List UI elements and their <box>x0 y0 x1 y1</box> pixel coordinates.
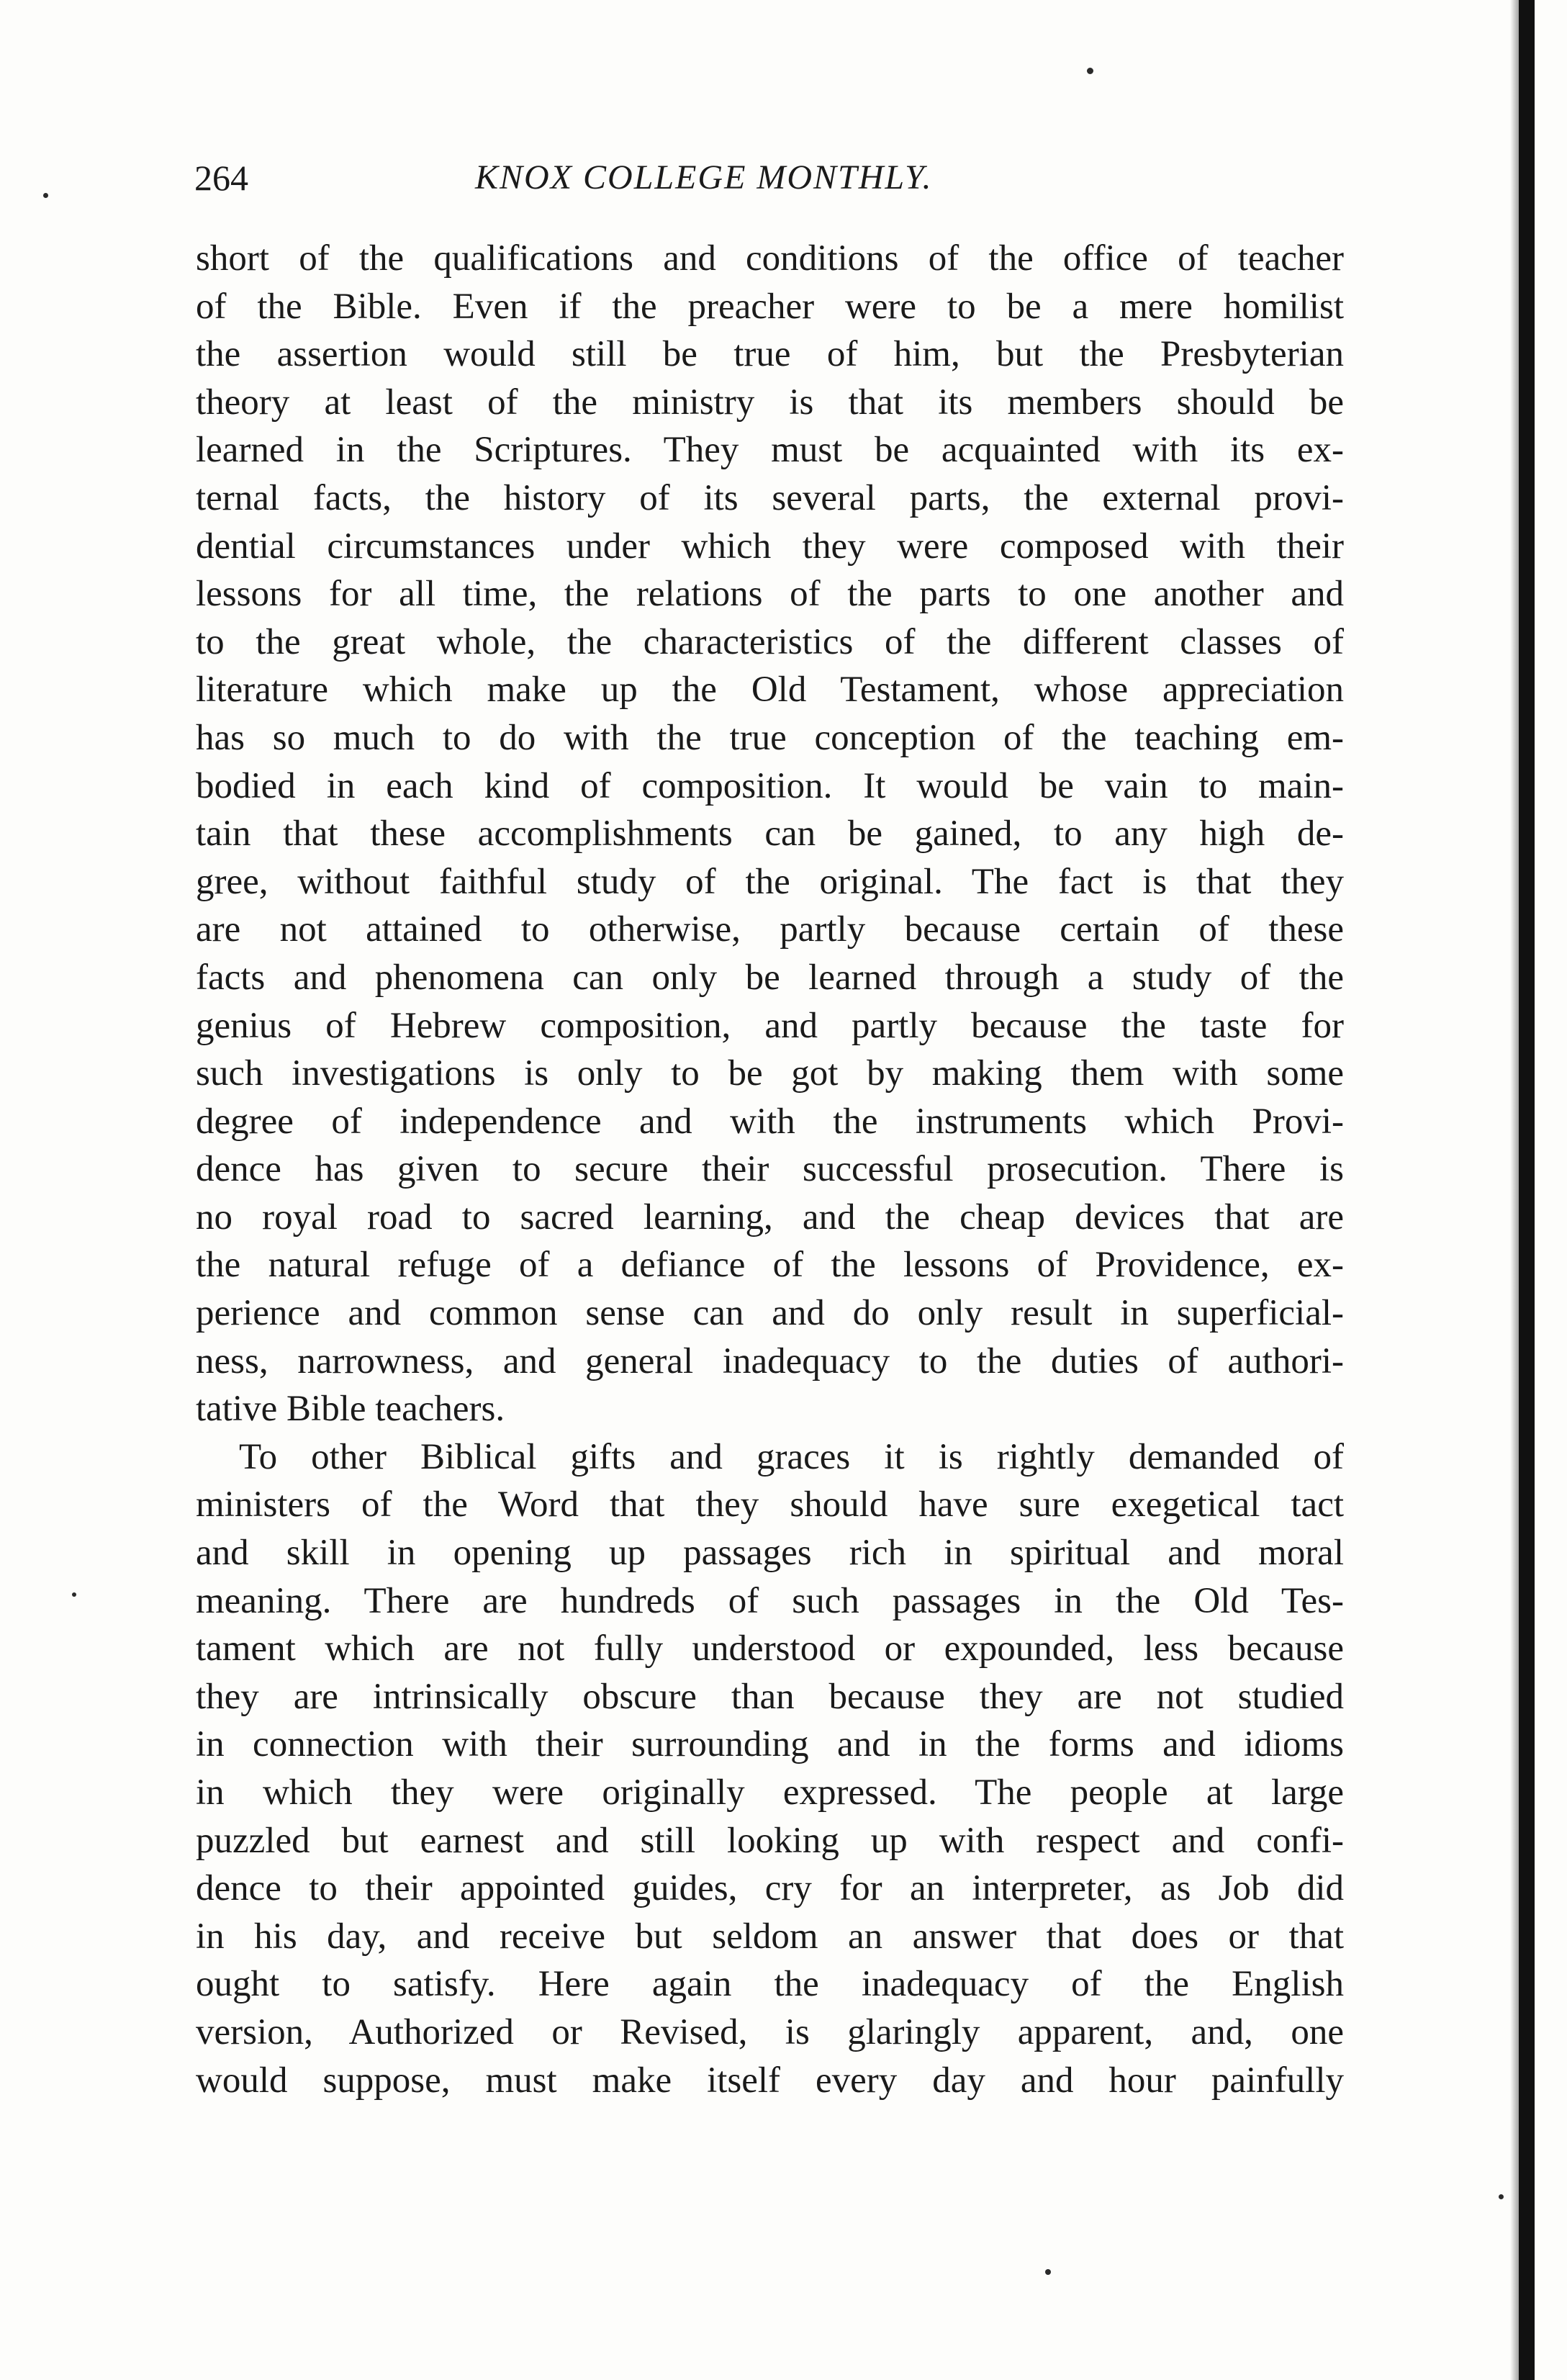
scan-speck <box>1499 2194 1504 2199</box>
text-line: bodied in each kind of composition. It would be vain to main- <box>196 765 1344 806</box>
text-line: tative Bible teachers. <box>196 1389 505 1430</box>
text-line: the natural refuge of a defiance of the lessons of Providence, ex- <box>196 1245 1344 1286</box>
text-line: they are intrinsically obscure than because they are not studied <box>196 1676 1344 1717</box>
text-line: dential circumstances under which they were composed with their <box>196 526 1344 567</box>
text-line: dence to their appointed guides, cry for an interpreter, as Job did <box>196 1868 1344 1909</box>
text-line: are not attained to otherwise, partly because certain of these <box>196 909 1344 950</box>
text-line: literature which make up the Old Testament, whose appreciation <box>196 670 1344 711</box>
paragraph-2 <box>196 1433 1344 2104</box>
text-line: and skill in opening up passages rich in spiritual and moral <box>196 1533 1344 1574</box>
scan-speck <box>72 1592 76 1597</box>
text-line: gree, without faithful study of the original. The fact is that they <box>196 861 1344 902</box>
page-header <box>194 153 1346 203</box>
text-line: learned in the Scriptures. They must be acquainted with its ex- <box>196 430 1344 471</box>
text-line: ternal facts, the history of its several parts, the external provi- <box>196 477 1344 518</box>
text-line: has so much to do with the true conception of the teaching em- <box>196 717 1344 758</box>
text-line: meaning. There are hundreds of such passages in the Old Tes- <box>196 1580 1344 1621</box>
page-number: 264 <box>194 158 248 198</box>
running-title: KNOX COLLEGE MONTHLY. <box>475 158 933 197</box>
text-line: the assertion would still be true of him, but the Presbyterian <box>196 334 1344 375</box>
page-edge-shadow <box>1510 0 1519 2380</box>
text-line: tain that these accomplishments can be gained, to any high de- <box>196 813 1344 855</box>
text-line: short of the qualifications and conditions of the office of teacher <box>196 238 1344 279</box>
text-line: version, Authorized or Revised, is glaringly apparent, and, one <box>196 2011 1344 2052</box>
text-line: lessons for all time, the relations of the parts to one another and <box>196 574 1344 615</box>
text-line: dence has given to secure their successful prosecution. There is <box>196 1149 1344 1190</box>
text-line: of the Bible. Even if the preacher were to be a mere homilist <box>196 286 1344 327</box>
text-line: no royal road to sacred learning, and the cheap devices that are <box>196 1196 1344 1238</box>
page-edge-border <box>1519 0 1535 2380</box>
text-line: theory at least of the ministry is that its members should be <box>196 382 1344 423</box>
text-line: genius of Hebrew composition, and partly because the taste for <box>196 1005 1344 1046</box>
text-line: in connection with their surrounding and in the forms and idioms <box>196 1724 1344 1765</box>
paragraph-1 <box>196 235 1344 1433</box>
text-line: to the great whole, the characteristics of the different classes of <box>196 621 1344 662</box>
body-text <box>196 235 1344 2104</box>
text-line: To other Biblical gifts and graces it is rightly demanded of <box>239 1436 1344 1477</box>
text-line: in which they were originally expressed. The people at large <box>196 1772 1344 1813</box>
text-line: degree of independence and with the instruments which Provi- <box>196 1101 1344 1142</box>
scan-speck <box>1087 68 1093 74</box>
text-line: such investigations is only to be got by making them with some <box>196 1053 1344 1094</box>
scan-speck <box>1045 2269 1051 2275</box>
text-line: perience and common sense can and do only result in superficial- <box>196 1293 1344 1334</box>
text-line: would suppose, must make itself every day and hour painfully <box>196 2060 1344 2101</box>
text-line: facts and phenomena can only be learned through a study of the <box>196 957 1344 998</box>
text-line: tament which are not fully understood or expounded, less because <box>196 1628 1344 1669</box>
scan-speck <box>43 193 48 198</box>
text-line: in his day, and receive but seldom an answer that does or that <box>196 1916 1344 1957</box>
text-line: ought to satisfy. Here again the inadequacy of the English <box>196 1964 1344 2005</box>
text-line: ministers of the Word that they should have sure exegetical tact <box>196 1484 1344 1525</box>
text-line: ness, narrowness, and general inadequacy to the duties of authori- <box>196 1340 1344 1381</box>
text-line: puzzled but earnest and still looking up with respect and confi- <box>196 1820 1344 1861</box>
